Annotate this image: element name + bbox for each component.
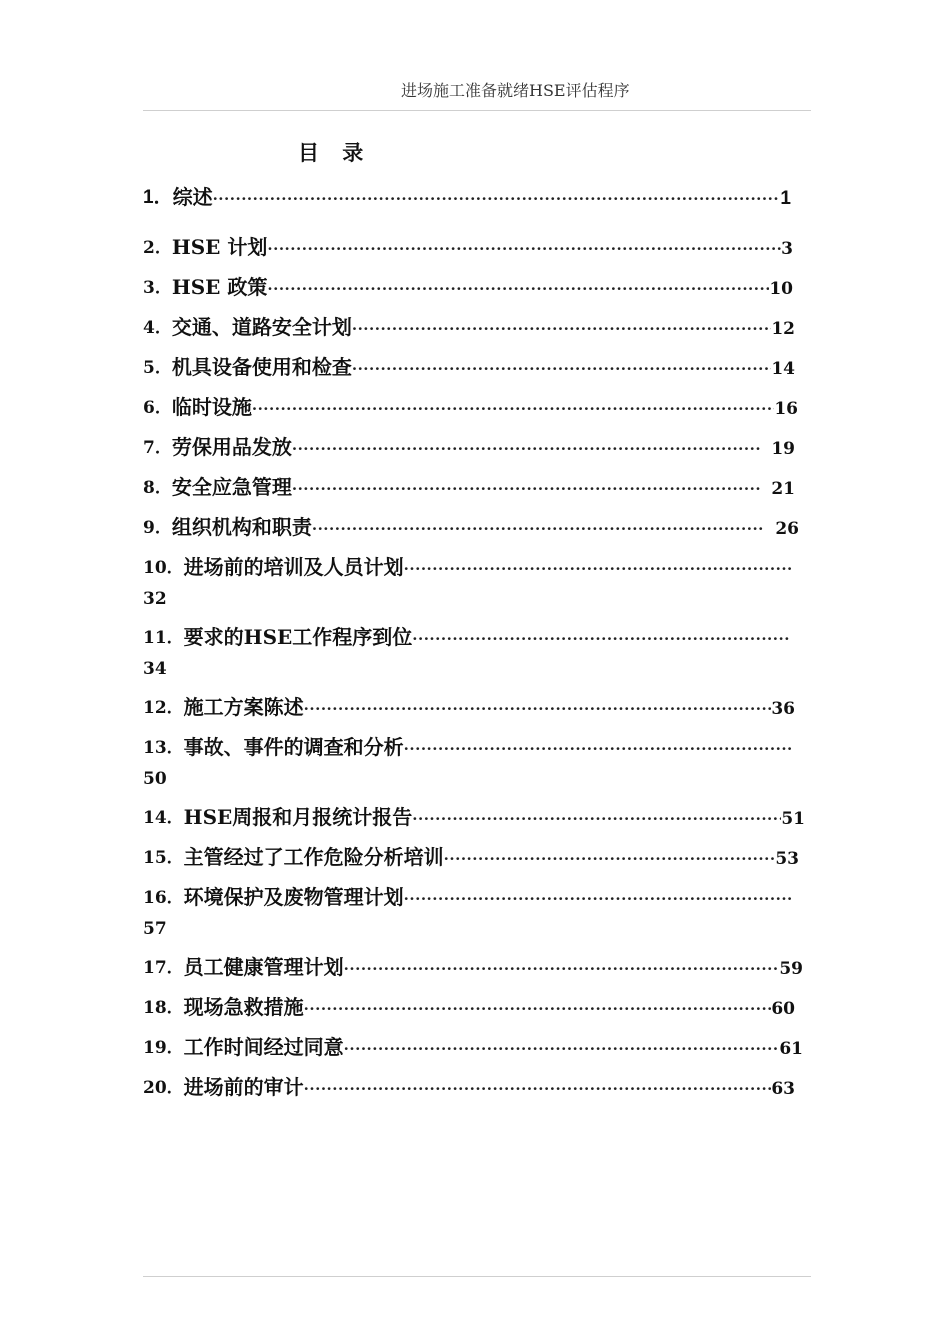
- toc-entry-page: 59: [779, 959, 803, 979]
- toc-entry[interactable]: [143, 1030, 803, 1060]
- toc-entry-page: 19: [771, 439, 795, 459]
- toc-entry-page: 1: [780, 188, 791, 209]
- toc-entry-text: 进场前的培训及人员计划: [183, 555, 404, 579]
- toc-entry-number: 7．: [143, 438, 172, 458]
- toc-entry-page: 10: [769, 279, 793, 299]
- toc-entry-number: 19．: [143, 1038, 184, 1058]
- toc-entry-text: 事故、事件的调查和分析: [183, 735, 404, 759]
- toc-leader-dots: [404, 738, 791, 760]
- toc-entry-text: 交通、道路安全计划: [171, 315, 352, 339]
- toc-entry-text: 主管经过了工作危险分析培训: [183, 845, 444, 869]
- toc-entry-text: 劳保用品发放: [171, 435, 292, 459]
- toc-entry-page: 50: [143, 769, 167, 789]
- toc-entry-number: 3．: [143, 278, 172, 298]
- footer-divider: [143, 1276, 811, 1277]
- toc-leader-dots: [312, 518, 765, 540]
- toc-leader-dots: [412, 808, 781, 830]
- toc-entry-number: 15．: [143, 848, 184, 868]
- toc-entry-number: 18．: [143, 998, 184, 1018]
- toc-entry-page: 3: [781, 239, 793, 259]
- toc-entry[interactable]: [143, 620, 789, 650]
- toc-entry-page: 63: [771, 1079, 795, 1099]
- toc-entry-text: HSE 计划: [171, 235, 268, 259]
- toc-entry[interactable]: [143, 510, 799, 540]
- toc-leader-dots: [304, 698, 772, 720]
- toc-entry-text: 进场前的审计: [183, 1075, 304, 1099]
- toc-entry-page: 34: [143, 659, 167, 679]
- toc-entry-number: 20．: [143, 1078, 184, 1098]
- toc-entry-text: HSE周报和月报统计报告: [183, 805, 413, 829]
- page-header: [143, 74, 811, 111]
- toc-entry-text: 安全应急管理: [171, 475, 292, 499]
- toc-entry-number: 1．: [143, 187, 173, 208]
- toc-entry-page: 32: [143, 589, 167, 609]
- toc-entry-page: 60: [771, 999, 795, 1019]
- toc-entry-text: 机具设备使用和检查: [171, 355, 352, 379]
- toc-entry-text: 员工健康管理计划: [183, 955, 344, 979]
- toc-leader-dots: [267, 238, 781, 260]
- toc-leader-dots: [267, 278, 769, 300]
- toc-entry-text: 工作时间经过同意: [183, 1035, 344, 1059]
- toc-entry[interactable]: [143, 350, 795, 380]
- toc-entry-number: 16．: [143, 888, 184, 908]
- toc-entry[interactable]: [143, 730, 791, 760]
- toc-entry-text: 现场急救措施: [183, 995, 304, 1019]
- toc-entry-page: 12: [771, 319, 795, 339]
- toc-leader-dots: [252, 398, 774, 420]
- toc-entry[interactable]: [143, 430, 795, 460]
- toc-entry-page: 16: [774, 399, 798, 419]
- toc-entry-page: 21: [771, 479, 795, 499]
- toc-leader-dots: [404, 888, 791, 910]
- toc-entry-page: 36: [771, 699, 795, 719]
- toc-entry[interactable]: [143, 950, 803, 980]
- toc-entry[interactable]: [143, 180, 791, 210]
- toc-entry-page: 57: [143, 919, 167, 939]
- toc-entry-number: 10．: [143, 558, 184, 578]
- toc-entry-number: 6．: [143, 398, 172, 418]
- toc-leader-dots: [444, 848, 776, 870]
- toc-leader-dots: [404, 558, 791, 580]
- toc-leader-dots: [344, 1038, 780, 1060]
- toc-entry-text: 临时设施: [171, 395, 252, 419]
- toc-title: 目 录: [298, 140, 372, 165]
- toc-entry[interactable]: [143, 990, 795, 1020]
- toc-entry-page: 53: [775, 849, 799, 869]
- toc-entry-number: 8．: [143, 478, 172, 498]
- toc-entry[interactable]: [143, 310, 795, 340]
- toc-leader-dots: [344, 958, 780, 980]
- toc-leader-dots: [352, 318, 771, 340]
- toc-entry[interactable]: [143, 880, 791, 910]
- toc-leader-dots: [213, 188, 781, 210]
- toc-entry-text: 组织机构和职责: [171, 515, 312, 539]
- toc-entry-number: 11．: [143, 628, 184, 648]
- toc-entry-page: 26: [775, 519, 799, 539]
- toc-entry[interactable]: [143, 550, 791, 580]
- toc-entry-number: 13．: [143, 738, 184, 758]
- toc-entry-text: 要求的HSE工作程序到位: [183, 625, 413, 649]
- toc-leader-dots: [292, 478, 761, 500]
- toc-entry-number: 9．: [143, 518, 172, 538]
- toc-entry[interactable]: [143, 840, 799, 870]
- toc-entry[interactable]: [143, 230, 793, 260]
- toc-entry-number: 12．: [143, 698, 184, 718]
- toc-leader-dots: [304, 1078, 772, 1100]
- toc-entry-text: 施工方案陈述: [183, 695, 304, 719]
- toc-entry[interactable]: [143, 390, 798, 420]
- toc-entry-text: 综述: [172, 185, 213, 209]
- page-header-title: 进场施工准备就绪HSE评估程序: [401, 81, 630, 100]
- toc-entry-text: HSE 政策: [171, 275, 268, 299]
- toc-entry-number: 17．: [143, 958, 184, 978]
- toc-entry-number: 4．: [143, 318, 172, 338]
- toc-leader-dots: [412, 628, 789, 650]
- toc-entry[interactable]: [143, 690, 795, 720]
- toc-entry[interactable]: [143, 470, 795, 500]
- toc-entry[interactable]: [143, 800, 805, 830]
- toc-entry-page: 61: [779, 1039, 803, 1059]
- toc-entry-page: 14: [771, 359, 795, 379]
- toc-entry-number: 5．: [143, 358, 172, 378]
- toc-entry[interactable]: [143, 270, 793, 300]
- toc-entry-page: 51: [781, 809, 805, 829]
- toc-entry-text: 环境保护及废物管理计划: [183, 885, 404, 909]
- toc-entry-number: 14．: [143, 808, 184, 828]
- toc-leader-dots: [292, 438, 761, 460]
- toc-entry[interactable]: [143, 1070, 795, 1100]
- toc-entry-number: 2．: [143, 238, 172, 258]
- toc-leader-dots: [352, 358, 771, 380]
- toc-leader-dots: [304, 998, 772, 1020]
